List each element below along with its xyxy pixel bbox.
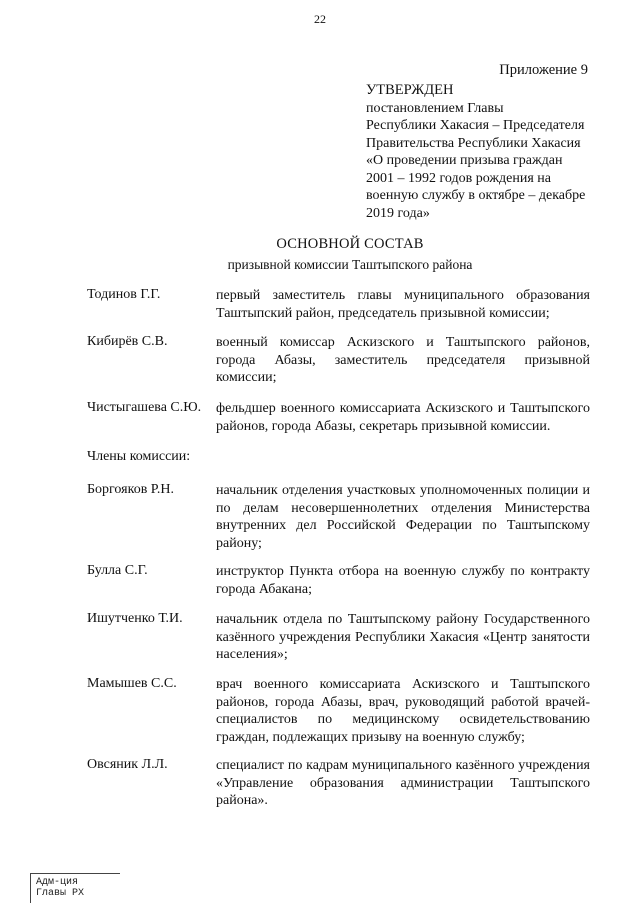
member-role: начальник отдела по Таштыпскому району Государственного казённого учреждения Республики Хакасия «Центр занятости населения»; — [216, 612, 590, 663]
approval-line: Правительства Республики Хакасия — [366, 135, 581, 151]
corner-stamp — [30, 873, 120, 903]
member-name: Ишутченко Т.И. — [87, 611, 183, 626]
approval-title: УТВЕРЖДЕН — [366, 82, 454, 98]
corner-stamp-line: Главы РХ — [36, 888, 85, 899]
member-name: Тодинов Г.Г. — [87, 287, 161, 302]
document-heading — [0, 236, 640, 273]
corner-stamp-line: Адм-ция — [36, 877, 79, 888]
member-role: фельдшер военного комиссариата Аскизского и Таштыпского районов, города Абазы, секретарь призывной комиссии. — [216, 401, 590, 434]
heading-subtitle: призывной комиссии Таштыпского района — [227, 257, 473, 272]
member-role: первый заместитель главы муниципального образования Таштыпский район, председатель призывной комиссии; — [216, 288, 590, 321]
member-role: специалист по кадрам муниципального казённого учреждения «Управление образования администрации Таштыпского района». — [216, 758, 590, 809]
member-name: Чистыгашева С.Ю. — [87, 400, 202, 415]
approval-line: Республики Хакасия – Председателя — [366, 118, 585, 133]
member-name: Овсяник Л.Л. — [87, 757, 168, 772]
approval-line: «О проведении призыва граждан — [366, 153, 563, 168]
members-label: Члены комиссии: — [87, 449, 191, 464]
member-role: инструктор Пункта отбора на военную службу по контракту города Абакана; — [216, 564, 590, 597]
member-name: Боргояков Р.Н. — [87, 482, 174, 497]
approval-block — [366, 82, 596, 222]
member-role: начальник отделения участковых уполномоченных полиции и по делам несовершеннолетних отделения Министерства внутренних дел Российской Федерации по Таштыпскому району; — [216, 483, 590, 551]
approval-line: постановлением Главы — [366, 100, 504, 116]
member-role: военный комиссар Аскизского и Таштыпского районов, города Абазы, заместитель председателя призывной комиссии; — [216, 335, 590, 386]
member-name: Булла С.Г. — [87, 563, 148, 578]
page-number: 22 — [314, 12, 326, 26]
member-name: Мамышев С.С. — [87, 676, 177, 691]
approval-line: 2001 – 1992 годов рождения на — [366, 170, 552, 186]
approval-line: военную службу в октябре – декабре — [366, 188, 586, 203]
member-role: врач военного комиссариата Аскизского и Таштыпского районов, города Абазы, врач, руководящий работой врачей-специалистов по медицинскому освидетельствованию граждан, подлежащих призыву на военную службу; — [216, 677, 590, 745]
heading-title: ОСНОВНОЙ СОСТАВ — [276, 236, 424, 252]
approval-line: 2019 года» — [366, 205, 430, 221]
member-name: Кибирёв С.В. — [87, 334, 168, 349]
appendix-label: Приложение 9 — [499, 62, 588, 78]
